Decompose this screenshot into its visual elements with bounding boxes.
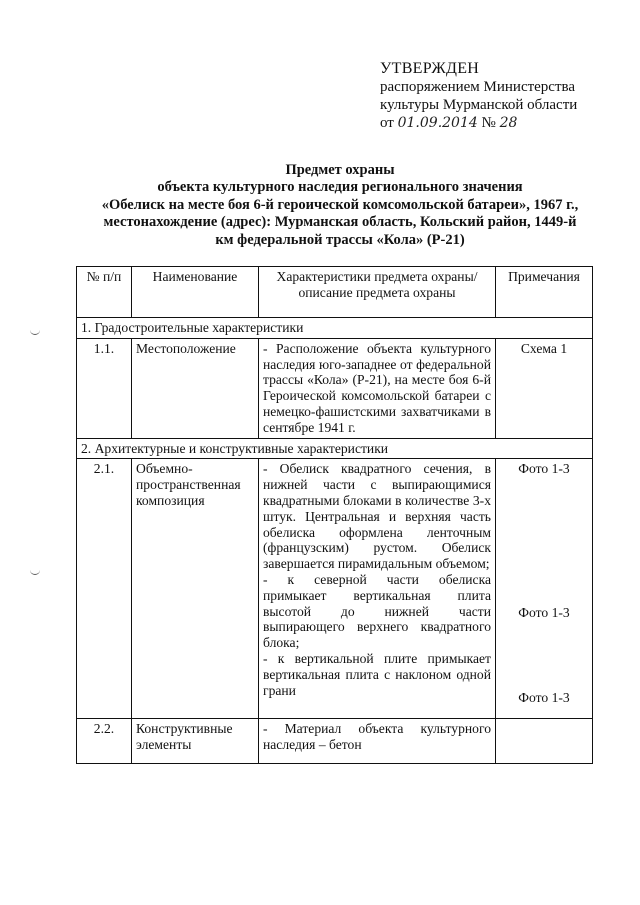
title-line-3: «Обелиск на месте боя 6-й героической комсомольской батареи», 1967 г., — [101, 196, 579, 213]
desc-item: - к северной части обелиска примыкает вертикальная плита высотой до нижней части выпирающего верхнего квадратного блока; — [263, 571, 491, 651]
header-num: № п/п — [77, 267, 132, 318]
binding-mark — [30, 570, 40, 575]
row-name: Конструктивные элементы — [132, 719, 259, 764]
row-notes: Схема 1 — [496, 338, 593, 438]
note-item: Фото 1-3 — [518, 461, 570, 477]
row-notes — [496, 459, 593, 719]
section-title: 2. Архитектурные и конструктивные характеристики — [77, 438, 593, 459]
date-prefix: от — [380, 115, 394, 131]
row-desc: - Материал объекта культурного наследия – бетон — [259, 719, 496, 764]
note-item: Фото 1-3 — [518, 605, 570, 621]
row-num: 1.1. — [77, 338, 132, 438]
document-title — [60, 162, 620, 249]
approval-heading: УТВЕРЖДЕН — [380, 60, 480, 77]
binding-mark — [30, 330, 40, 335]
title-line-2: объекта культурного наследия регионального значения — [157, 179, 523, 196]
handwritten-date: 01.09.2014 — [397, 115, 478, 131]
header-name: Наименование — [132, 267, 259, 318]
header-notes: Примечания — [496, 267, 593, 318]
title-line-1: Предмет охраны — [285, 162, 395, 178]
section-row — [77, 318, 593, 339]
row-num: 2.1. — [77, 459, 132, 719]
row-num: 2.2. — [77, 719, 132, 764]
handwritten-number: 28 — [499, 115, 518, 131]
section-row — [77, 438, 593, 459]
note-item: Фото 1-3 — [518, 689, 570, 705]
table-header-row — [77, 267, 593, 318]
desc-item: - Обелиск квадратного сечения, в нижней части с выпирающимися квадратными блоками в количестве 3-х штук. Центральная и верхняя часть обелиска оформлена ленточным (французским) рустом. Обелиск завершается пирамидальным объемом; — [263, 461, 491, 572]
approval-date-line — [380, 114, 620, 132]
protection-subject-table — [76, 266, 593, 764]
header-desc: Характеристики предмета охраны/ описание предмета охраны — [259, 267, 496, 318]
desc-item: - к вертикальной плите примыкает вертикальная плита с наклоном одной грани — [263, 650, 491, 698]
title-line-4: местонахождение (адрес): Мурманская область, Кольский район, 1449-й — [103, 214, 577, 231]
section-title: 1. Градостроительные характеристики — [77, 318, 593, 339]
title-line-5: км федеральной трассы «Кола» (Р-21) — [215, 231, 465, 248]
approval-line-1: распоряжением Министерства — [380, 79, 576, 95]
approval-block — [380, 60, 620, 132]
row-desc — [259, 459, 496, 719]
approval-line-2: культуры Мурманской области — [380, 97, 578, 113]
row-notes — [496, 719, 593, 764]
row-name: Местоположение — [132, 338, 259, 438]
table-row — [77, 719, 593, 764]
table-row — [77, 338, 593, 438]
row-desc: - Расположение объекта культурного наследия юго-западнее от федеральной трассы «Кола» (Р-21), на месте боя 6-й Героической комсомольской батареи с немецко-фашистскими захватчиками в сентябре 1941 г. — [259, 338, 496, 438]
row-name: Объемно-пространственная композиция — [132, 459, 259, 719]
number-prefix: № — [481, 115, 496, 131]
table-row — [77, 459, 593, 719]
